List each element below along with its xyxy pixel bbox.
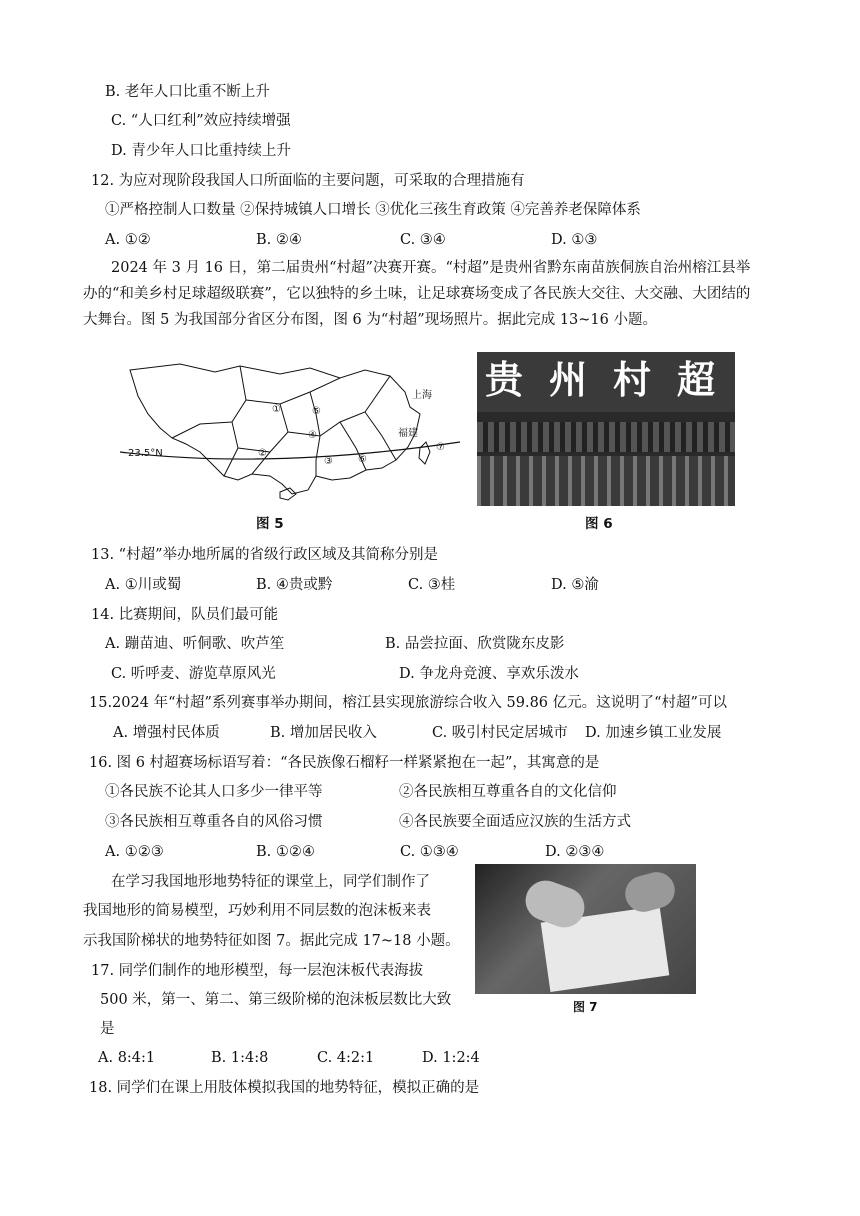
q16-option-b: B. ①②④ — [256, 844, 315, 860]
figure-7-photo — [475, 864, 696, 994]
map-label-2: ② — [258, 448, 267, 459]
q16-option-d: D. ②③④ — [545, 844, 605, 860]
q12-option-c: C. ③④ — [400, 232, 446, 248]
q16-stem: 16. 图 6 村超赛场标语写着：“各民族像石榴籽一样紧紧抱在一起”，其寓意的是 — [89, 755, 600, 771]
q12-stem: 12. 为应对现阶段我国人口所面临的主要问题，可采取的合理措施有 — [91, 173, 525, 189]
q15-option-b: B. 增加居民收入 — [270, 725, 377, 741]
q17-option-b: B. 1:4:8 — [211, 1050, 269, 1066]
q14-option-a: A. 蹦苗迪、听侗歌、吹芦笙 — [105, 636, 285, 652]
q16-option-c: C. ①③④ — [400, 844, 459, 860]
q11-option-b: B. 老年人口比重不断上升 — [105, 84, 270, 100]
figure-7-caption: 图 7 — [573, 1000, 598, 1014]
passage-model-line3: 示我国阶梯状的地势特征如图 7。据此完成 17~18 小题。 — [83, 933, 460, 949]
map-label-6: ⑥ — [358, 454, 367, 465]
banner-char-2: 州 — [549, 358, 588, 402]
q16-option-a: A. ①②③ — [105, 844, 164, 860]
passage-model-line2: 我国地形的简易模型，巧妙利用不同层数的泡沫板来表 — [83, 903, 431, 919]
q12-option-b: B. ②④ — [256, 232, 302, 248]
q13-option-b: B. ④贵或黔 — [256, 577, 333, 593]
photo-crowd — [477, 422, 735, 452]
q12-option-a: A. ①② — [105, 232, 151, 248]
figure-5-map — [120, 352, 470, 504]
banner-char-1: 贵 — [485, 358, 524, 402]
q17-option-c: C. 4:2:1 — [317, 1050, 375, 1066]
q14-option-b: B. 品尝拉面、欣赏陇东皮影 — [385, 636, 565, 652]
q13-option-a: A. ①川或蜀 — [105, 577, 182, 593]
q12-items: ①严格控制人口数量 ②保持城镇人口增长 ③优化三孩生育政策 ④完善养老保障体系 — [105, 202, 641, 218]
q17-option-a: A. 8:4:1 — [98, 1050, 156, 1066]
figure-6-caption: 图 6 — [585, 516, 613, 532]
tropic-label: 23.5°N — [128, 448, 163, 459]
q13-stem: 13. “村超”举办地所属的省级行政区域及其简称分别是 — [91, 547, 438, 563]
q12-option-d: D. ①③ — [551, 232, 598, 248]
q15-option-d: D. 加速乡镇工业发展 — [585, 725, 722, 741]
map-label-7: ⑦ — [436, 442, 445, 453]
banner-char-4: 超 — [677, 358, 716, 402]
q15-option-c: C. 吸引村民定居城市 — [432, 725, 568, 741]
map-label-3: ③ — [324, 456, 333, 467]
q17-line3: 是 — [100, 1021, 115, 1037]
q16-item-4: ④各民族要全面适应汉族的生活方式 — [399, 814, 631, 830]
q16-item-1: ①各民族不论其人口多少一律平等 — [105, 784, 323, 800]
q17-line2: 500 米，第一、第二、第三级阶梯的泡沫板层数比大致 — [100, 992, 452, 1008]
figure-5-caption: 图 5 — [256, 516, 284, 532]
q13-option-d: D. ⑤渝 — [551, 577, 599, 593]
map-label-fujian: 福建 — [398, 428, 418, 439]
map-label-shanghai: 上海 — [412, 390, 432, 401]
map-label-5: ⑤ — [312, 406, 321, 417]
figure-6-photo — [477, 352, 735, 506]
q17-option-d: D. 1:2:4 — [422, 1050, 480, 1066]
q11-option-c: C. “人口红利”效应持续增强 — [111, 113, 291, 129]
q16-item-3: ③各民族相互尊重各自的风俗习惯 — [105, 814, 323, 830]
map-label-4: ④ — [308, 430, 317, 441]
photo-performers — [477, 456, 735, 506]
q14-option-c: C. 听呼麦、游览草原风光 — [111, 666, 276, 682]
q16-item-2: ②各民族相互尊重各自的文化信仰 — [399, 784, 617, 800]
q14-stem: 14. 比赛期间，队员们最可能 — [91, 607, 279, 623]
map-label-1: ① — [272, 404, 281, 415]
passage-cunchao: 2024 年 3 月 16 日，第二届贵州“村超”决赛开赛。“村超”是贵州省黔东南苗族侗族自治州榕江县举办的“和美乡村足球超级联赛”，它以独特的乡土味，让足球赛场变成了各民族大交往、大交融、大团结的大舞台。图 5 为我国部分省区分布图，图 6 为“村超”现场照片。据此完成 13~16 小题。 — [83, 260, 751, 328]
q17-line1: 17. 同学们制作的地形模型，每一层泡沫板代表海拔 — [91, 963, 424, 979]
passage-model-line1: 在学习我国地形地势特征的课堂上，同学们制作了 — [111, 874, 430, 890]
q15-option-a: A. 增强村民体质 — [113, 725, 220, 741]
q13-option-c: C. ③桂 — [408, 577, 456, 593]
q14-option-d: D. 争龙舟竞渡、享欢乐泼水 — [399, 666, 579, 682]
q11-option-d: D. 青少年人口比重持续上升 — [111, 143, 291, 159]
q15-stem: 15.2024 年“村超”系列赛事举办期间，榕江县实现旅游综合收入 59.86 亿元。这说明了“村超”可以 — [89, 695, 727, 711]
q18-stem: 18. 同学们在课上用肢体模拟我国的地势特征，模拟正确的是 — [89, 1080, 480, 1096]
banner-char-3: 村 — [613, 358, 652, 402]
